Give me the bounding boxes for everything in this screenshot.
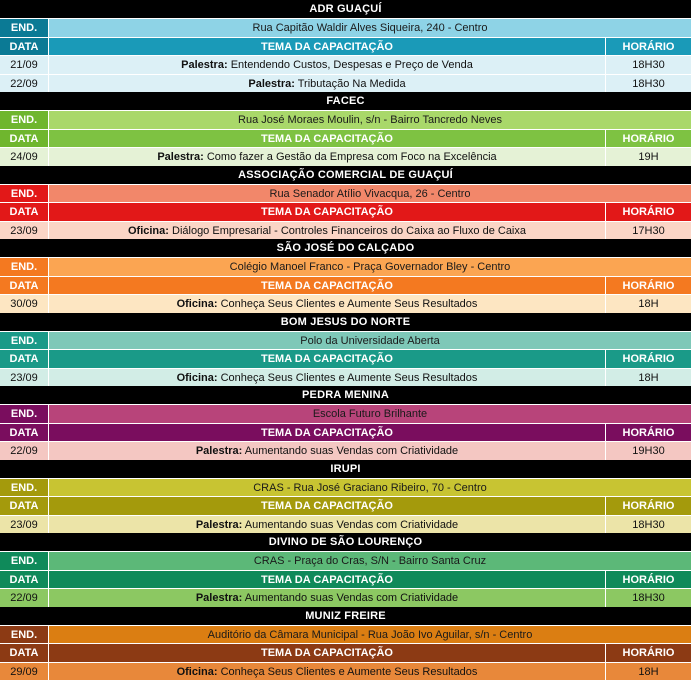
- event-time: 18H: [605, 295, 691, 313]
- address-row: [0, 551, 691, 570]
- section-title: DIVINO DE SÃO LOURENÇO: [0, 533, 691, 551]
- section-title: ASSOCIAÇÃO COMERCIAL DE GUAÇUÍ: [0, 166, 691, 184]
- table-row: [0, 147, 691, 166]
- end-label: END.: [0, 405, 48, 423]
- end-label: END.: [0, 111, 48, 129]
- table-row: [0, 515, 691, 534]
- address-text: CRAS - Rua José Graciano Ribeiro, 70 - Centro: [48, 479, 691, 497]
- event-topic: [48, 222, 605, 240]
- time-column-header: HORÁRIO: [605, 424, 691, 442]
- event-topic: [48, 148, 605, 166]
- time-column-header: HORÁRIO: [605, 350, 691, 368]
- end-label: END.: [0, 19, 48, 37]
- topic-column-header: TEMA DA CAPACITAÇÃO: [48, 130, 605, 148]
- column-header-row: [0, 570, 691, 589]
- table-row: [0, 294, 691, 313]
- date-column-header: DATA: [0, 130, 48, 148]
- date-column-header: DATA: [0, 497, 48, 515]
- event-topic: [48, 516, 605, 534]
- section-title: BOM JESUS DO NORTE: [0, 313, 691, 331]
- date-column-header: DATA: [0, 644, 48, 662]
- date-column-header: DATA: [0, 424, 48, 442]
- address-row: [0, 331, 691, 350]
- column-header-row: [0, 202, 691, 221]
- event-topic-text: Diálogo Empresarial - Controles Financeiros do Caixa ao Fluxo de Caixa: [172, 224, 526, 237]
- city-section: [0, 92, 691, 166]
- column-header-row: [0, 643, 691, 662]
- address-row: [0, 625, 691, 644]
- event-time: 17H30: [605, 222, 691, 240]
- address-row: [0, 257, 691, 276]
- event-type: Oficina:: [176, 371, 218, 384]
- time-column-header: HORÁRIO: [605, 571, 691, 589]
- address-text: Rua Capitão Waldir Alves Siqueira, 240 - Centro: [48, 19, 691, 37]
- event-time: 19H: [605, 148, 691, 166]
- event-topic: [48, 56, 605, 74]
- section-title: ADR GUAÇUÍ: [0, 0, 691, 18]
- time-column-header: HORÁRIO: [605, 130, 691, 148]
- event-time: 19H30: [605, 442, 691, 460]
- city-section: [0, 607, 691, 681]
- address-text: Polo da Universidade Aberta: [48, 332, 691, 350]
- section-title: MUNIZ FREIRE: [0, 607, 691, 625]
- date-column-header: DATA: [0, 203, 48, 221]
- topic-column-header: TEMA DA CAPACITAÇÃO: [48, 424, 605, 442]
- event-time: 18H: [605, 369, 691, 387]
- city-section: [0, 0, 691, 92]
- city-section: [0, 239, 691, 313]
- event-time: 18H30: [605, 56, 691, 74]
- column-header-row: [0, 496, 691, 515]
- event-topic: [48, 589, 605, 607]
- city-section: [0, 460, 691, 534]
- column-header-row: [0, 37, 691, 56]
- time-column-header: HORÁRIO: [605, 497, 691, 515]
- time-column-header: HORÁRIO: [605, 38, 691, 56]
- event-date: 23/09: [10, 518, 38, 531]
- column-header-row: [0, 129, 691, 148]
- table-row: [0, 662, 691, 681]
- event-topic-text: Conheça Seus Clientes e Aumente Seus Resultados: [220, 371, 478, 384]
- date-column-header: DATA: [0, 277, 48, 295]
- city-section: [0, 313, 691, 387]
- address-text: Escola Futuro Brilhante: [48, 405, 691, 423]
- event-type: Palestra:: [248, 77, 295, 90]
- address-row: [0, 18, 691, 37]
- city-section: [0, 386, 691, 460]
- address-row: [0, 404, 691, 423]
- event-type: Palestra:: [157, 151, 204, 163]
- event-date: 24/09: [10, 151, 38, 163]
- event-time: 18H30: [605, 75, 691, 93]
- event-date: 21/09: [10, 59, 38, 71]
- address-row: [0, 110, 691, 129]
- time-column-header: HORÁRIO: [605, 277, 691, 295]
- event-topic: [48, 663, 605, 681]
- event-type: Palestra:: [181, 59, 228, 71]
- end-label: END.: [0, 258, 48, 276]
- topic-column-header: TEMA DA CAPACITAÇÃO: [48, 38, 605, 56]
- event-date: 23/09: [10, 224, 38, 237]
- event-topic-text: Aumentando suas Vendas com Criatividade: [244, 518, 459, 531]
- event-topic-text: Conheça Seus Clientes e Aumente Seus Resultados: [220, 665, 478, 678]
- address-row: [0, 184, 691, 203]
- event-topic-text: Tributação Na Medida: [297, 77, 406, 90]
- address-text: CRAS - Praça do Cras, S/N - Bairro Santa Cruz: [48, 552, 691, 570]
- city-section: [0, 533, 691, 607]
- event-topic-text: Aumentando suas Vendas com Criatividade: [244, 445, 459, 457]
- event-date: 23/09: [10, 371, 38, 384]
- event-topic-text: Entendendo Custos, Despesas e Preço de Venda: [230, 59, 473, 71]
- event-time: 18H30: [605, 589, 691, 607]
- time-column-header: HORÁRIO: [605, 644, 691, 662]
- end-label: END.: [0, 332, 48, 350]
- event-type: Oficina:: [176, 298, 218, 310]
- event-type: Palestra:: [195, 592, 243, 604]
- end-label: END.: [0, 626, 48, 644]
- table-row: [0, 368, 691, 387]
- section-title: PEDRA MENINA: [0, 386, 691, 404]
- table-row: [0, 74, 691, 93]
- section-title: IRUPI: [0, 460, 691, 478]
- event-type: Palestra:: [195, 518, 243, 531]
- end-label: END.: [0, 552, 48, 570]
- city-section: [0, 166, 691, 240]
- event-topic-text: Como fazer a Gestão da Empresa com Foco na Excelência: [206, 151, 497, 163]
- end-label: END.: [0, 479, 48, 497]
- event-topic-text: Aumentando suas Vendas com Criatividade: [244, 592, 459, 604]
- topic-column-header: TEMA DA CAPACITAÇÃO: [48, 497, 605, 515]
- topic-column-header: TEMA DA CAPACITAÇÃO: [48, 203, 605, 221]
- address-text: Auditório da Câmara Municipal - Rua João Ivo Aguilar, s/n - Centro: [48, 626, 691, 644]
- topic-column-header: TEMA DA CAPACITAÇÃO: [48, 350, 605, 368]
- event-topic: [48, 75, 605, 93]
- table-row: [0, 55, 691, 74]
- time-column-header: HORÁRIO: [605, 203, 691, 221]
- event-time: 18H: [605, 663, 691, 681]
- event-type: Oficina:: [127, 224, 169, 237]
- event-type: Palestra:: [195, 445, 243, 457]
- event-topic: [48, 369, 605, 387]
- event-date: 30/09: [10, 298, 38, 310]
- topic-column-header: TEMA DA CAPACITAÇÃO: [48, 277, 605, 295]
- event-time: 18H30: [605, 516, 691, 534]
- section-title: FACEC: [0, 92, 691, 110]
- event-type: Oficina:: [176, 665, 218, 678]
- table-row: [0, 588, 691, 607]
- column-header-row: [0, 276, 691, 295]
- table-row: [0, 441, 691, 460]
- topic-column-header: TEMA DA CAPACITAÇÃO: [48, 571, 605, 589]
- event-topic: [48, 442, 605, 460]
- column-header-row: [0, 423, 691, 442]
- address-row: [0, 478, 691, 497]
- end-label: END.: [0, 185, 48, 203]
- date-column-header: DATA: [0, 350, 48, 368]
- event-topic: [48, 295, 605, 313]
- topic-column-header: TEMA DA CAPACITAÇÃO: [48, 644, 605, 662]
- event-date: 22/09: [10, 445, 38, 457]
- address-text: Rua Senador Atílio Vivacqua, 26 - Centro: [48, 185, 691, 203]
- event-date: 22/09: [10, 77, 38, 90]
- column-header-row: [0, 349, 691, 368]
- address-text: Rua José Moraes Moulin, s/n - Bairro Tancredo Neves: [48, 111, 691, 129]
- event-date: 22/09: [10, 592, 38, 604]
- date-column-header: DATA: [0, 38, 48, 56]
- event-topic-text: Conheça Seus Clientes e Aumente Seus Resultados: [220, 298, 478, 310]
- event-date: 29/09: [10, 665, 38, 678]
- table-row: [0, 221, 691, 240]
- address-text: Colégio Manoel Franco - Praça Governador Bley - Centro: [48, 258, 691, 276]
- section-title: SÃO JOSÉ DO CALÇADO: [0, 239, 691, 257]
- date-column-header: DATA: [0, 571, 48, 589]
